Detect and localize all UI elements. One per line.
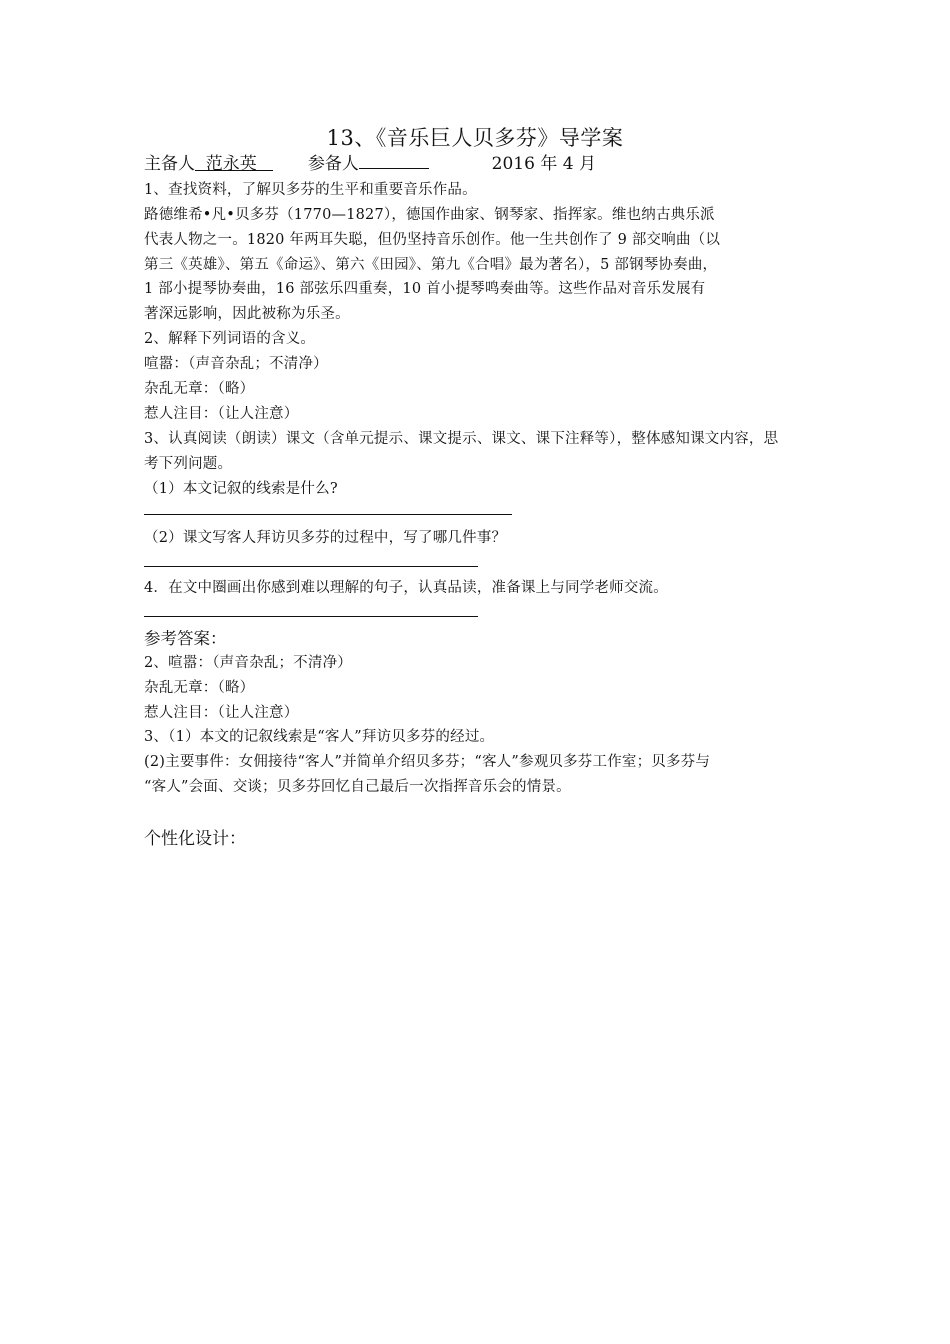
co-prep-label: 参备人 (307, 154, 359, 174)
bio-line: 1 部小提琴协奏曲，16 部弦乐四重奏，10 首小提琴鸣奏曲等。这些作品对音乐发展有 (144, 281, 706, 297)
answer-line: 杂乱无章：（略） (144, 680, 255, 696)
question-2: （2）课文写客人拜访贝多芬的过程中，写了哪几件事？ (144, 530, 507, 546)
answer-line: 惹人注目：（让人注意） (144, 705, 299, 721)
vocab-item: 喧嚣：（声音杂乱；不清净） (144, 356, 328, 372)
section3-heading-cont: 考下列问题。 (144, 456, 233, 472)
section4-text: 4．在文中圈画出你感到难以理解的句子，认真品读，准备课上与同学老师交流。 (144, 580, 668, 596)
answers-heading: 参考答案： (144, 629, 227, 648)
bio-line: 第三《英雄》、第五《命运》、第六《田园》、第九《合唱》最为著名），5 部钢琴协奏曲， (144, 257, 718, 273)
main-prep-name: 范永英 (195, 154, 274, 174)
bio-line: 著深远影响，因此被称为乐圣。 (144, 306, 350, 322)
document-title: 13、《音乐巨人贝多芬》导学案 (326, 126, 624, 150)
prep-info-line (144, 149, 596, 174)
bio-line: 路德维希•凡•贝多芬（1770—1827），德国作曲家、钢琴家、指挥家。维也纳古典乐派 (144, 207, 715, 223)
section1-heading: 1、查找资料，了解贝多芬的生平和重要音乐作品。 (144, 182, 477, 198)
answer-line-3 (144, 616, 478, 617)
date: 2016 年 4 月 (491, 154, 596, 174)
section3-heading: 3、认真阅读（朗读）课文（含单元提示、课文提示、课文、课下注释等），整体感知课文内容，思 (144, 431, 779, 447)
co-prep-blank (359, 154, 429, 169)
answer-line: 2、喧嚣：（声音杂乱；不清净） (144, 655, 352, 671)
bio-line: 代表人物之一。1820 年两耳失聪，但仍坚持音乐创作。他一生共创作了 9 部交响曲（以 (144, 232, 721, 248)
main-prep-label: 主备人 (144, 154, 195, 174)
answer-line: “客人”会面、交谈；贝多芬回忆自己最后一次指挥音乐会的情景。 (144, 779, 571, 795)
answer-line-1 (144, 514, 512, 515)
question-1: （1）本文记叙的线索是什么? (144, 481, 338, 497)
vocab-item: 惹人注目：（让人注意） (144, 406, 299, 422)
section2-heading: 2、解释下列词语的含义。 (144, 331, 316, 347)
answer-line: 3、（1）本文的记叙线索是“客人”拜访贝多芬的经过。 (144, 729, 495, 745)
answer-line: (2)主要事件：女佣接待“客人”并简单介绍贝多芬；“客人”参观贝多芬工作室；贝多芬与 (144, 754, 711, 770)
vocab-item: 杂乱无章：（略） (144, 381, 255, 397)
answer-line-2 (144, 566, 478, 567)
personal-design-heading: 个性化设计： (144, 829, 246, 849)
